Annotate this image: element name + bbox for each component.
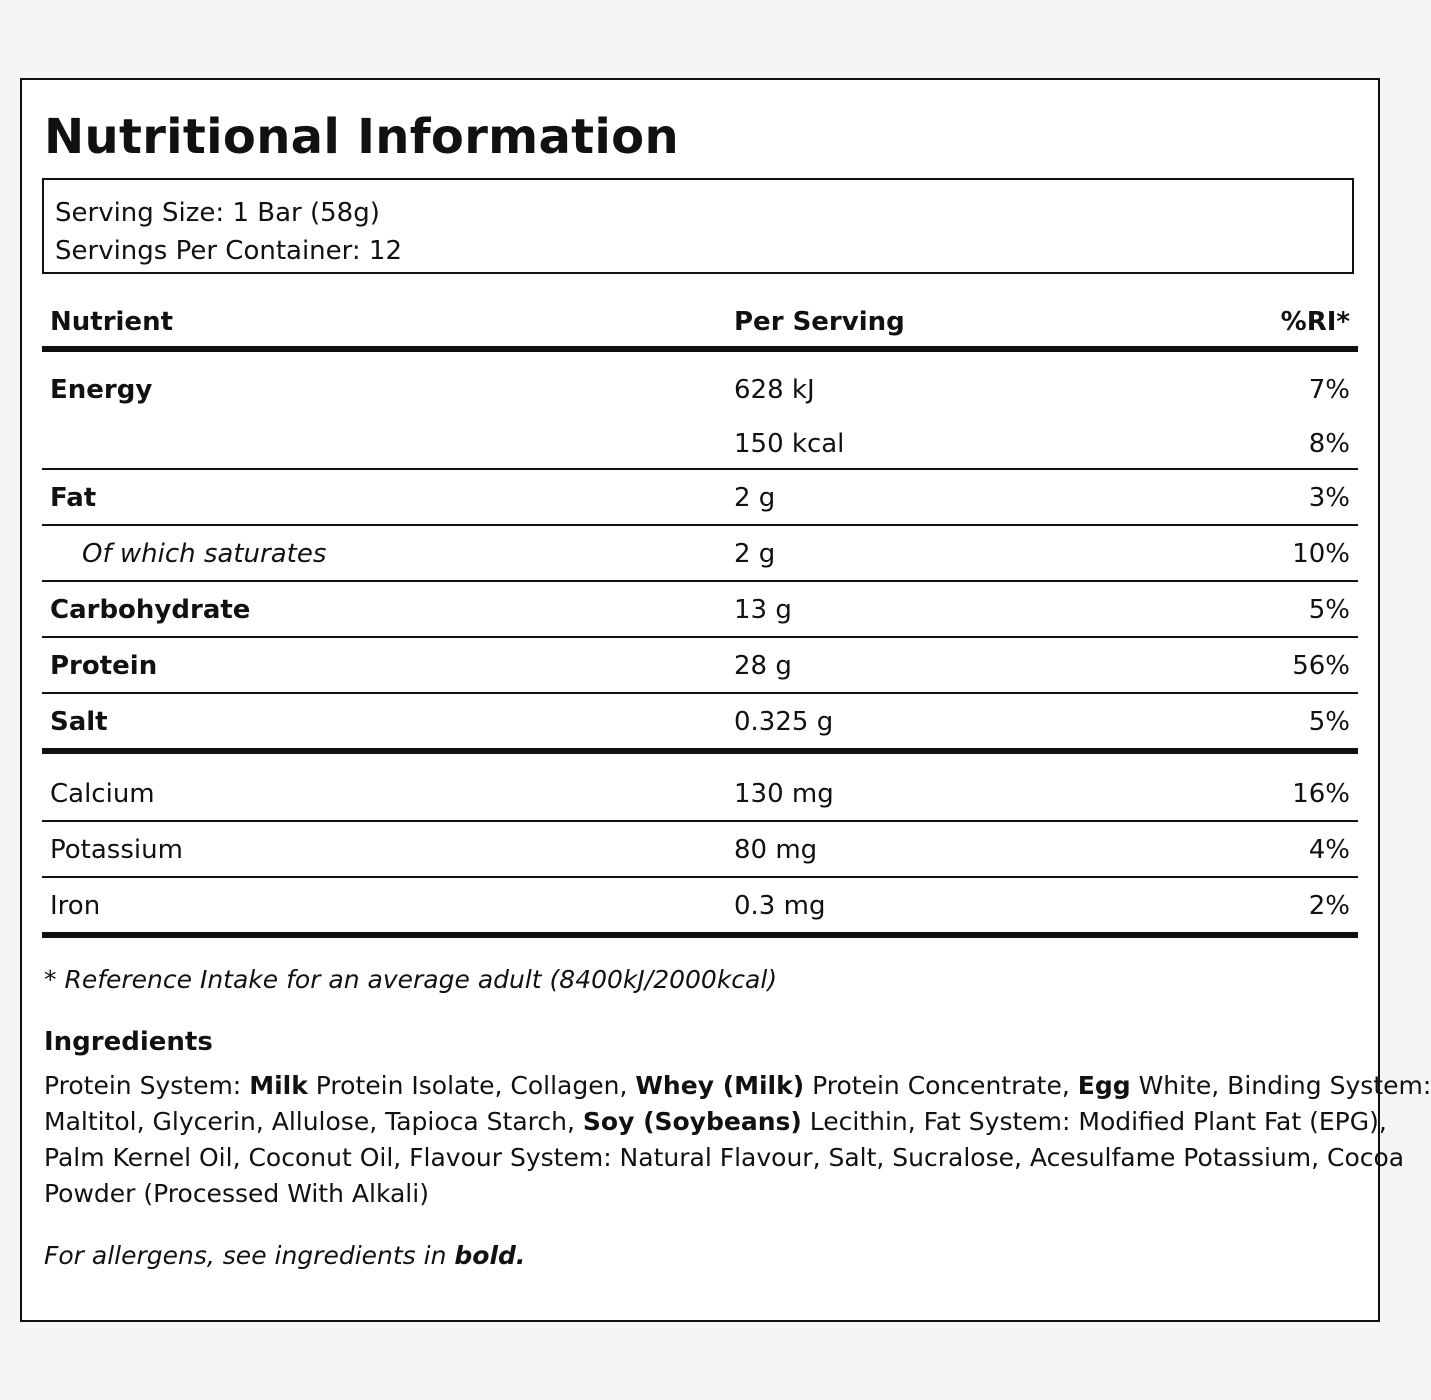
ingredients-line [44,1104,1387,1140]
nutrient-name: Potassium [50,835,183,865]
nutrient-name: Salt [50,707,108,737]
nutrient-value: 28 g [734,651,792,681]
nutrient-ri: 16% [1292,779,1350,809]
ingredients-line [44,1176,1362,1212]
table-row-salt [42,694,1358,754]
table-row-protein [42,638,1358,694]
ingredient-text: Powder (Processed With Alkali) [44,1179,429,1208]
ri-footnote: * Reference Intake for an average adult (8400kJ/2000kcal) [44,965,778,994]
ingredient-text: Palm Kernel Oil, Coconut Oil, Flavour System: Natural Flavour, Salt, Sucralose, Acesulfame Potassium, Cocoa [44,1143,1405,1172]
ingredients-line [44,1068,1431,1104]
ingredients-heading: Ingredients [44,1027,213,1057]
ingredient-text: Lecithin, Fat System: Modified Plant Fat (EPG), [801,1107,1387,1136]
nutrient-ri: 2% [1308,891,1350,921]
nutrient-name: Protein [50,651,158,681]
table-row-fat [42,470,1358,526]
nutrient-name: Calcium [50,779,155,809]
allergen-note [44,1238,525,1274]
table-row-iron [42,878,1358,938]
header-per-serving: Per Serving [734,307,905,337]
nutrient-value: 0.325 g [734,707,834,737]
header-ri: %RI* [1280,307,1350,337]
page-title: Nutritional Information [44,109,679,165]
nutrient-ri: 4% [1308,835,1350,865]
nutrient-name: Energy [50,375,153,405]
allergen-note-bold: bold. [454,1241,526,1270]
nutrient-value: 150 kcal [734,429,845,459]
serving-info-box [42,178,1354,274]
header-nutrient: Nutrient [50,307,174,337]
nutrient-value: 130 mg [734,779,834,809]
nutrient-ri: 8% [1308,429,1350,459]
nutrient-ri: 3% [1308,483,1350,513]
nutrient-ri: 5% [1308,707,1350,737]
nutrient-value: 2 g [734,539,776,569]
serving-size: Serving Size: 1 Bar (58g) [55,198,380,228]
nutrient-value: 2 g [734,483,776,513]
table-row-calcium [42,754,1358,822]
nutrient-name: Of which saturates [82,539,327,569]
nutrient-value: 13 g [734,595,792,625]
servings-per-container: Servings Per Container: 12 [55,236,403,266]
ingredients-text [44,1068,1431,1212]
nutrient-value: 628 kJ [734,375,815,405]
table-row-potassium [42,822,1358,878]
ingredient-text: Protein Isolate, Collagen, [307,1071,636,1100]
table-row-saturates [42,526,1358,582]
allergen-ingredient: Whey (Milk) [635,1071,805,1100]
nutrition-panel [20,78,1431,1322]
nutrient-name: Iron [50,891,101,921]
nutrient-name: Carbohydrate [50,595,251,625]
ingredients-line [44,1140,1405,1176]
table-header-row [42,292,1358,352]
nutrient-ri: 5% [1308,595,1350,625]
table-row-carbohydrate [42,582,1358,638]
allergen-ingredient: Egg [1077,1071,1131,1100]
nutrient-value: 80 mg [734,835,818,865]
nutrient-ri: 56% [1292,651,1350,681]
nutrition-table [42,292,1358,938]
ingredient-text: Protein Concentrate, [804,1071,1078,1100]
nutrient-ri: 10% [1292,539,1350,569]
nutrient-value: 0.3 mg [734,891,826,921]
allergen-ingredient: Milk [249,1071,308,1100]
allergen-note-text: For allergens, see ingredients in [44,1241,455,1270]
allergen-ingredient: Soy (Soybeans) [582,1107,802,1136]
ingredient-text: Maltitol, Glycerin, Allulose, Tapioca Starch, [44,1107,583,1136]
table-row-energy [42,352,1358,470]
ingredient-text: Protein System: [44,1071,250,1100]
nutrient-ri: 7% [1308,375,1350,405]
ingredient-text: White, Binding System: [1130,1071,1431,1100]
nutrient-name: Fat [50,483,97,513]
